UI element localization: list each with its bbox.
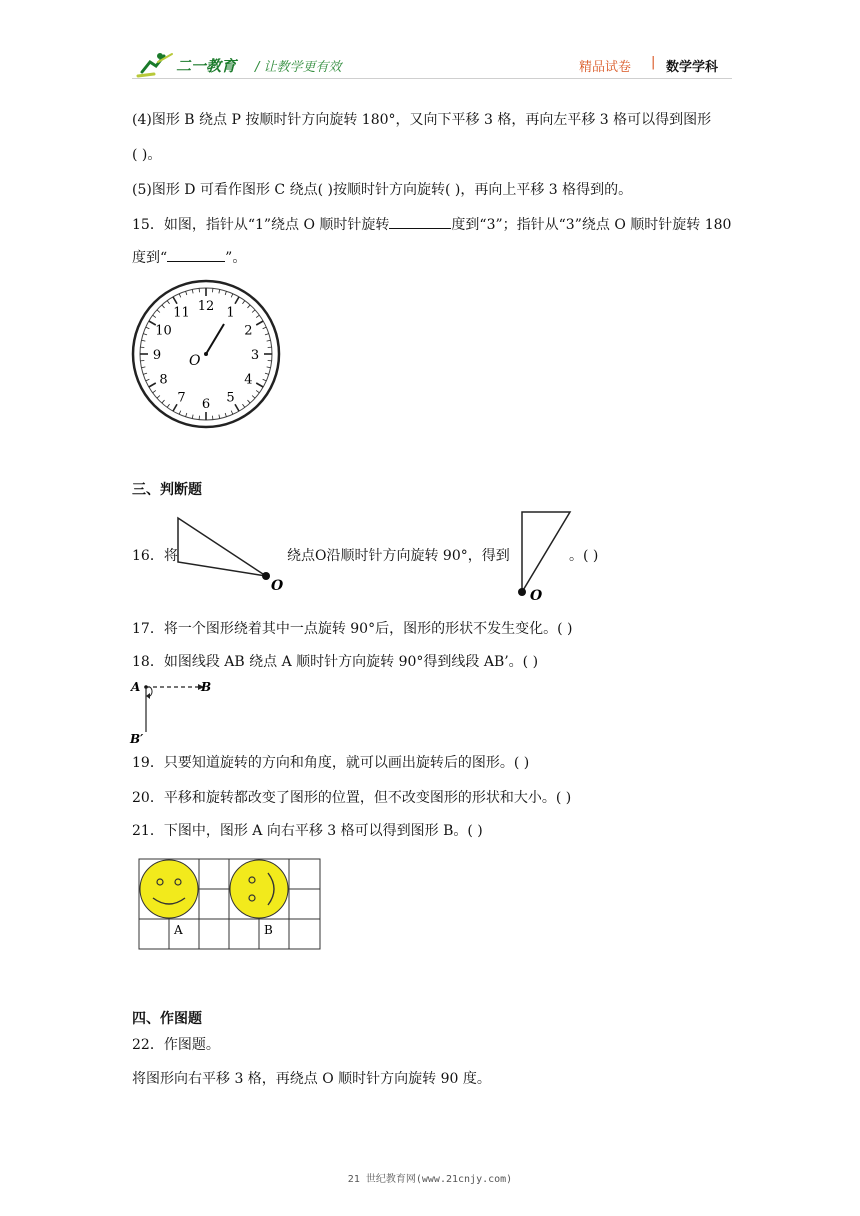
- clock-tick: [256, 390, 259, 392]
- q15-blank-1[interactable]: [389, 214, 451, 229]
- clock-figure: [130, 278, 284, 430]
- header-divider: |: [651, 55, 656, 70]
- clock-tick: [263, 379, 267, 381]
- clock-center-dot: [204, 352, 208, 356]
- clock-number: 1: [226, 305, 235, 321]
- header-badge: 精品试卷: [579, 60, 632, 75]
- clock-number: 2: [244, 323, 253, 339]
- clock-tick: [179, 411, 181, 415]
- clock-tick: [179, 294, 181, 298]
- section-3-title: 三、判断题: [132, 482, 202, 498]
- clock-number: 6: [201, 397, 211, 412]
- clock-tick: [231, 294, 233, 298]
- q15-text-b: 度到“3”；指针从“3”绕点 O 顺时针旋转 180: [451, 217, 732, 233]
- clock-tick: [225, 413, 226, 417]
- q15-text-d: ”。: [225, 250, 247, 266]
- q16-text-b: 绕点O沿顺时针方向旋转 90°，得到: [287, 548, 510, 564]
- clock-tick: [225, 291, 226, 295]
- clock-tick: [146, 379, 150, 381]
- clock-tick: [252, 395, 255, 398]
- clock-tick: [219, 289, 220, 293]
- clock-tick: [231, 411, 233, 415]
- q16-text-c: 。( ): [569, 548, 599, 564]
- question-15-line2: [132, 247, 246, 268]
- clock-tick: [247, 305, 250, 308]
- clock-tick: [173, 297, 177, 304]
- q18-segment-figure: [128, 676, 218, 746]
- q16-point-label-2: O: [530, 588, 543, 604]
- clock-hand: [206, 324, 224, 354]
- brand-slogan: / 让教学更有效: [255, 60, 342, 75]
- question-22: 22．作图题。: [132, 1037, 220, 1053]
- q15-blank-2[interactable]: [167, 247, 225, 262]
- question-14-5: (5)图形 D 可看作图形 C 绕点( )按顺时针方向旋转( )，再向上平移 3 格得到的。: [132, 182, 633, 198]
- clock-tick: [267, 367, 271, 368]
- clock-tick: [186, 413, 187, 417]
- q21-smiley-a: [140, 860, 198, 918]
- clock-tick: [153, 390, 156, 392]
- clock-tick: [252, 310, 255, 313]
- clock-number: 7: [177, 390, 186, 406]
- question-14-4-line1: (4)图形 B 绕点 P 按顺时针方向旋转 180°，又向下平移 3 格，再向左平移 3 格可以得到图形: [132, 112, 712, 128]
- clock-tick: [256, 383, 263, 387]
- question-22-description: 将图形向右平移 3 格，再绕点 O 顺时针方向旋转 90 度。: [132, 1071, 491, 1087]
- clock-tick: [157, 395, 160, 398]
- clock-tick: [256, 321, 263, 325]
- q18-label-bprime: B′: [130, 732, 144, 746]
- clock-number: 9: [152, 348, 162, 363]
- clock-tick: [141, 340, 145, 341]
- clock-tick: [219, 415, 220, 419]
- logo-runner-icon: [136, 50, 176, 78]
- clock-tick: [235, 297, 239, 304]
- clock-tick: [242, 301, 244, 304]
- question-19: 19．只要知道旋转的方向和角度，就可以画出旋转后的图形。( ): [132, 755, 530, 771]
- clock-number: 8: [159, 372, 168, 388]
- clock-tick: [235, 404, 239, 411]
- q16-point-label-1: O: [271, 578, 284, 592]
- clock-tick: [143, 334, 147, 335]
- clock-tick: [242, 404, 244, 407]
- question-20: 20．平移和旋转都改变了图形的位置，但不改变图形的形状和大小。( ): [132, 790, 572, 806]
- q21-label-a: A: [174, 923, 183, 937]
- clock-tick: [157, 310, 160, 313]
- clock-tick: [265, 334, 269, 335]
- question-14-4-line2: ( )。: [132, 147, 162, 163]
- clock-number: 10: [155, 323, 172, 339]
- page-footer: 21 世纪教育网(www.21cnjy.com): [347, 1174, 513, 1185]
- clock-tick: [143, 373, 147, 374]
- clock-center-label: O: [189, 353, 201, 369]
- clock-number: 4: [244, 372, 253, 388]
- clock-tick: [263, 327, 267, 329]
- clock-tick: [267, 340, 271, 341]
- clock-tick: [141, 367, 145, 368]
- clock-number: 11: [173, 305, 190, 321]
- clock-tick: [192, 289, 193, 293]
- clock-tick: [192, 415, 193, 419]
- clock-tick: [247, 400, 250, 403]
- q15-text-a: 15．如图，指针从“1”绕点 O 顺时针旋转: [132, 217, 390, 233]
- brand-name: 二一教育: [176, 57, 237, 75]
- clock-number: 12: [197, 299, 215, 314]
- q21-label-b: B: [264, 923, 273, 937]
- clock-number: 5: [226, 390, 235, 406]
- header-rule: [132, 78, 732, 79]
- clock-tick: [265, 373, 269, 374]
- clock-tick: [153, 315, 156, 317]
- clock-tick: [149, 383, 156, 387]
- question-21: 21．下图中，图形 A 向右平移 3 格可以得到图形 B。( ): [132, 823, 483, 839]
- section-4-title: 四、作图题: [132, 1011, 202, 1027]
- header: [0, 0, 860, 90]
- question-18: 18．如图线段 AB 绕点 A 顺时针方向旋转 90°得到线段 AB’。( ): [132, 654, 539, 670]
- q16-triangle-original: [172, 514, 288, 592]
- q21-smiley-b: [230, 860, 288, 918]
- q15-text-c: 度到“: [132, 250, 168, 266]
- clock-tick: [162, 305, 165, 308]
- clock-tick: [167, 404, 169, 407]
- q18-label-a: A: [131, 680, 141, 694]
- question-17: 17．将一个图形绕着其中一点旋转 90°后，图形的形状不发生变化。( ): [132, 621, 573, 637]
- clock-tick: [186, 291, 187, 295]
- q16-text-a: 16．将: [132, 548, 178, 564]
- q18-label-b: B: [201, 680, 212, 694]
- clock-tick: [146, 327, 150, 329]
- clock-tick: [167, 301, 169, 304]
- q21-grid-figure: [138, 858, 322, 952]
- question-15-line1: [132, 214, 731, 235]
- header-subject: 数学学科: [666, 60, 719, 75]
- clock-number: 3: [250, 348, 260, 363]
- clock-tick: [162, 400, 165, 403]
- clock-tick: [256, 315, 259, 317]
